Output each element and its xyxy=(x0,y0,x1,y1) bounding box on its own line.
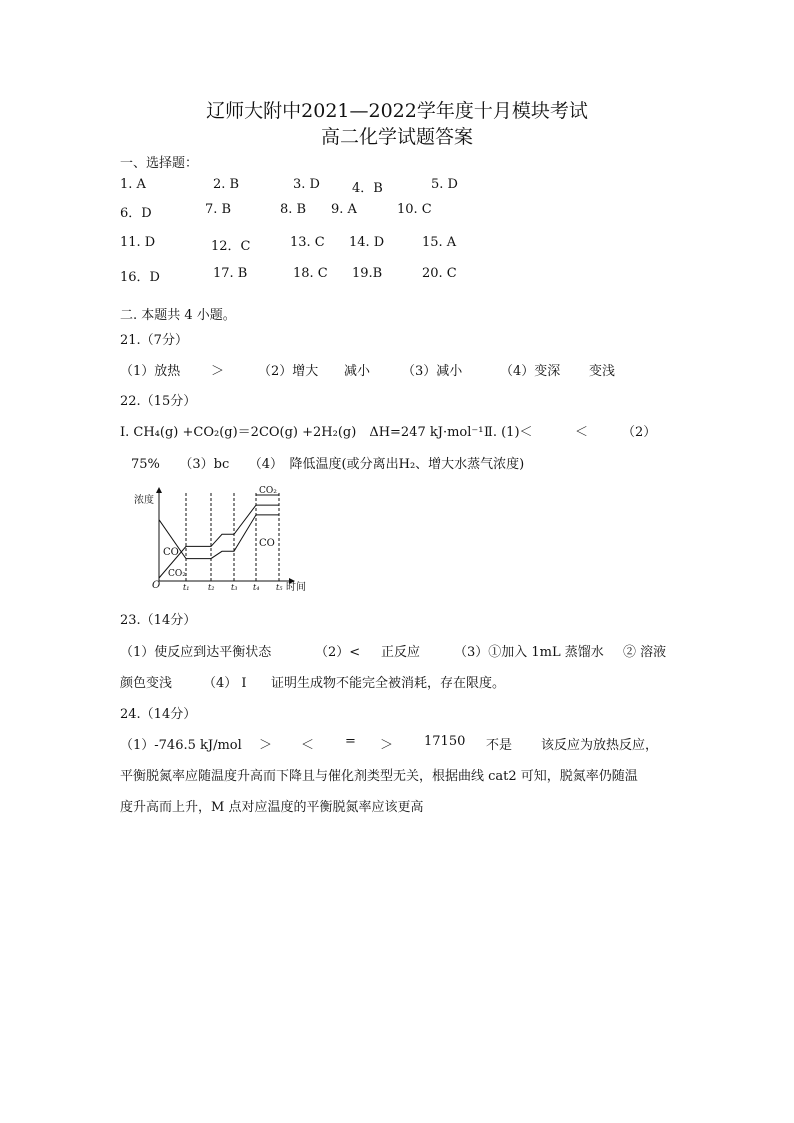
q21-answer: 变浅 xyxy=(589,364,616,379)
document-title: 辽师大附中2021—2022学年度十月模块考试 xyxy=(206,100,588,122)
q23-answer: 证明生成物不能完全被消耗，存在限度。 xyxy=(271,676,506,691)
q23-answer: （2）< xyxy=(315,645,361,660)
q23-label: 23.（14分） xyxy=(120,613,197,628)
x-tick-label: t₁ xyxy=(183,583,190,592)
q21-answer: 减小 xyxy=(344,364,371,379)
choice-answer: 14. D xyxy=(349,235,385,250)
q23-answer: 正反应 xyxy=(381,645,421,660)
q22-part2: Ⅱ. (1)＜ xyxy=(484,425,533,440)
choice-answer: 4．B xyxy=(352,181,383,196)
choice-answer: 19.B xyxy=(352,266,383,281)
q24-answer: ＜ xyxy=(301,738,315,753)
q22-label: 22.（15分） xyxy=(120,394,197,409)
curve-label-co-right: CO xyxy=(259,538,275,549)
q24-answer: （1）-746.5 kJ/mol xyxy=(120,738,242,753)
choice-answer: 18. C xyxy=(293,266,328,281)
q24-label: 24.（14分） xyxy=(120,707,197,722)
choice-answer: 6．D xyxy=(120,206,152,221)
q24-explanation: 度升高而上升，M 点对应温度的平衡脱氮率应该更高 xyxy=(120,800,424,815)
choice-answer: 3. D xyxy=(293,177,320,192)
q24-explanation: 平衡脱氮率应随温度升高而下降且与催化剂类型无关，根据曲线 cat2 可知，脱氮率仍随温 xyxy=(120,769,638,784)
q24-answer: 17150 xyxy=(424,734,466,749)
q24-answer: 不是 xyxy=(486,738,513,753)
choice-answer: 8. B xyxy=(280,202,307,217)
choice-answer: 9. A xyxy=(331,202,357,217)
curve-label-co: CO xyxy=(163,547,179,558)
q22-part2-c: （2） xyxy=(622,425,657,440)
choice-answer: 10. C xyxy=(397,202,432,217)
x-tick-label: t₅ xyxy=(276,583,283,592)
choice-answer: 16．D xyxy=(120,270,160,285)
choice-answer: 17. B xyxy=(213,266,248,281)
q23-answer: ② 溶液 xyxy=(623,645,667,660)
choice-answer: 7. B xyxy=(205,202,232,217)
q21-answer: （4）变深 xyxy=(500,364,561,379)
q22-equation: Ⅰ. CH₄(g) +CO₂(g)＝2CO(g) +2H₂(g) ΔH=247 kJ·mol⁻¹ xyxy=(120,425,484,440)
choice-answer: 5. D xyxy=(431,177,458,192)
q24-answer: ＞ xyxy=(259,738,273,753)
x-tick-label: t₄ xyxy=(253,583,260,592)
choice-answer: 15. A xyxy=(422,235,457,250)
choice-answer: 11. D xyxy=(120,235,156,250)
curve-label-co2-right: CO₂ xyxy=(259,486,277,496)
x-axis-label: 时间 xyxy=(286,582,306,593)
section2-heading: 二. 本题共 4 小题。 xyxy=(120,308,236,323)
choice-answer: 13. C xyxy=(290,235,325,250)
curve-label-co2: CO₂ xyxy=(168,569,186,579)
q21-label: 21.（7分） xyxy=(120,333,188,348)
q24-answer: = xyxy=(345,734,356,749)
concentration-chart xyxy=(134,483,314,595)
q21-answer: ＞ xyxy=(211,364,225,379)
document-subtitle: 高二化学试题答案 xyxy=(320,126,473,148)
origin-label: O xyxy=(152,580,161,591)
q22-line2: 75% （3）bc （4） 降低温度(或分离出H₂、增大水蒸气浓度) xyxy=(131,457,525,472)
choice-answer: 20. C xyxy=(422,266,457,281)
q21-answer: （1）放热 xyxy=(120,364,181,379)
q24-answer: ＞ xyxy=(380,738,394,753)
x-tick-label: t₂ xyxy=(208,583,215,592)
q23-answer: （3）①加入 1mL 蒸馏水 xyxy=(454,645,604,660)
q21-answer: （2）增大 xyxy=(258,364,319,379)
choice-answer: 12．C xyxy=(211,239,251,254)
q23-answer: （4） I xyxy=(203,676,247,691)
q22-part2-b: ＜ xyxy=(575,425,589,440)
choice-answer: 2. B xyxy=(213,177,240,192)
q23-answer: （1）使反应到达平衡状态 xyxy=(120,645,272,660)
choice-answer: 1. A xyxy=(120,177,146,192)
y-axis-label: 浓度 xyxy=(134,495,154,506)
q24-answer: 该反应为放热反应， xyxy=(541,738,659,753)
x-tick-label: t₃ xyxy=(231,583,238,592)
q23-answer: 颜色变浅 xyxy=(120,676,173,691)
y-axis-arrow xyxy=(156,487,162,493)
section1-heading: 一、选择题： xyxy=(120,156,199,171)
q21-answer: （3）减小 xyxy=(402,364,463,379)
